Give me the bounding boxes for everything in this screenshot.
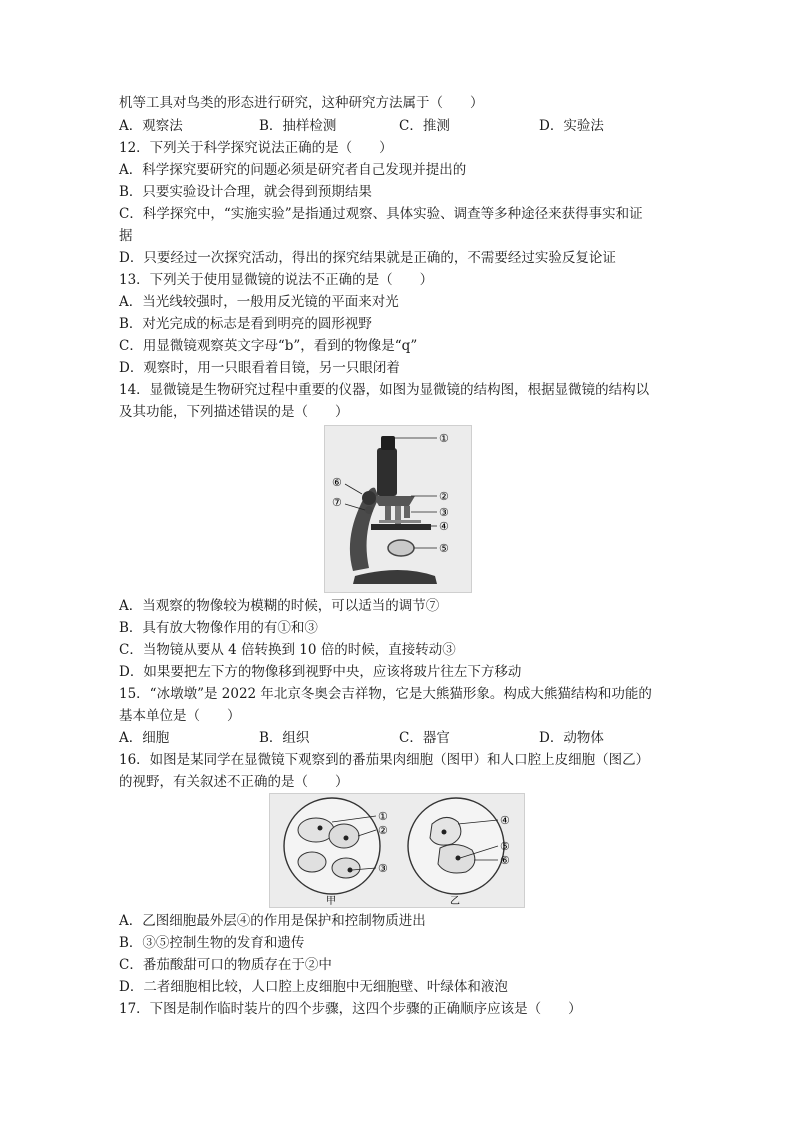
caption-jia: 甲	[326, 896, 336, 907]
q14-option-c: C．当物镜从要从 4 倍转换到 10 倍的时候，直接转动③	[119, 642, 456, 658]
q16-option-d: D．二者细胞相比较，人口腔上皮细胞中无细胞壁、叶绿体和液泡	[119, 979, 508, 995]
q16-stem-line1: 16．如图是某同学在显微镜下观察到的番茄果肉细胞（图甲）和人口腔上皮细胞（图乙）	[119, 752, 650, 768]
objective-1	[385, 506, 391, 520]
body-tube	[377, 448, 397, 496]
label-4: ④	[439, 520, 449, 533]
coarse-focus-knob	[362, 491, 376, 505]
field-of-view-left	[284, 798, 380, 894]
q14-stem-line2: 及其功能，下列描述错误的是（ ）	[119, 404, 349, 420]
stage	[371, 524, 431, 530]
label-2: ②	[439, 490, 449, 503]
q13-option-b: B．对光完成的标志是看到明亮的圆形视野	[119, 316, 372, 332]
mirror	[388, 540, 414, 556]
cell-diagram	[270, 794, 524, 907]
label-6: ⑥	[500, 854, 510, 867]
label-7: ⑦	[332, 496, 342, 509]
q17-stem: 17．下图是制作临时装片的四个步骤，这四个步骤的正确顺序应该是（ ）	[119, 1001, 582, 1017]
q11-option-d: D．实验法	[539, 118, 604, 134]
label-1: ①	[378, 810, 388, 823]
microscope-figure	[324, 425, 472, 593]
q11-option-b: B．抽样检测	[259, 118, 337, 134]
q16-option-b: B．③⑤控制生物的发育和遗传	[119, 935, 305, 951]
label-5: ⑤	[500, 840, 510, 853]
microscope-base	[353, 570, 437, 584]
q11-continuation: 机等工具对鸟类的形态进行研究，这种研究方法属于（ ）	[119, 95, 484, 111]
microscope-diagram	[325, 426, 471, 592]
slide	[379, 520, 421, 523]
tomato-cell-3	[298, 852, 326, 872]
q16-stem-line2: 的视野，有关叙述不正确的是（ ）	[119, 774, 349, 790]
q14-option-d: D．如果要把左下方的物像移到视野中央，应该将玻片往左下方移动	[119, 664, 522, 680]
q15-stem-line1: 15．“冰墩墩”是 2022 年北京冬奥会吉祥物，它是大熊猫形象。构成大熊猫结构和功能的	[119, 686, 652, 702]
q12-option-a: A．科学探究要研究的问题必须是研究者自己发现并提出的	[119, 162, 467, 178]
q12-option-c-line2: 据	[119, 228, 133, 244]
q14-option-b: B．具有放大物像作用的有①和③	[119, 620, 318, 636]
q15-option-a: A．细胞	[119, 730, 170, 746]
nosepiece	[373, 496, 415, 506]
q13-option-d: D．观察时，用一只眼看着目镜，另一只眼闭着	[119, 360, 400, 376]
label-6: ⑥	[332, 476, 342, 489]
q15-option-d: D．动物体	[539, 730, 604, 746]
q16-option-a: A．乙图细胞最外层④的作用是保护和控制物质进出	[119, 913, 426, 929]
q12-stem: 12．下列关于科学探究说法正确的是（ ）	[119, 140, 393, 156]
label-2: ②	[378, 824, 388, 837]
eyepiece	[381, 436, 395, 450]
label-1: ①	[439, 432, 449, 445]
q14-stem-line1: 14．显微镜是生物研究过程中重要的仪器，如图为显微镜的结构图，根据显微镜的结构以	[119, 382, 650, 398]
q12-option-c-line1: C．科学探究中，“实施实验”是指通过观察、具体实验、调查等多种途径来获得事实和证	[119, 206, 643, 222]
cell-figure	[269, 793, 525, 908]
label-3: ③	[439, 506, 449, 519]
q15-stem-line2: 基本单位是（ ）	[119, 708, 241, 724]
tomato-cell-1	[298, 818, 334, 842]
label-5: ⑤	[439, 542, 449, 555]
tomato-cell-2	[329, 824, 359, 848]
fine-focus-knob	[365, 506, 373, 514]
label-3: ③	[378, 862, 388, 875]
q12-option-d: D．只要经过一次探究活动，得出的探究结果就是正确的，不需要经过实验反复论证	[119, 250, 616, 266]
q13-stem: 13．下列关于使用显微镜的说法不正确的是（ ）	[119, 272, 434, 288]
q13-option-a: A．当光线较强时，一般用反光镜的平面来对光	[119, 294, 399, 310]
q14-option-a: A．当观察的物像较为模糊的时候，可以适当的调节⑦	[119, 598, 440, 614]
q11-option-c: C．推测	[399, 118, 450, 134]
q12-option-b: B．只要实验设计合理，就会得到预期结果	[119, 184, 372, 200]
objective-3	[404, 506, 410, 518]
label-4: ④	[500, 814, 510, 827]
q13-option-c: C．用显微镜观察英文字母“b”，看到的物像是“q”	[119, 338, 418, 354]
q16-option-c: C．番茄酸甜可口的物质存在于②中	[119, 957, 332, 973]
caption-yi: 乙	[450, 896, 460, 907]
tomato-cell-4	[332, 858, 360, 878]
q11-option-a: A．观察法	[119, 118, 183, 134]
q15-option-b: B．组织	[259, 730, 310, 746]
q15-option-c: C．器官	[399, 730, 450, 746]
